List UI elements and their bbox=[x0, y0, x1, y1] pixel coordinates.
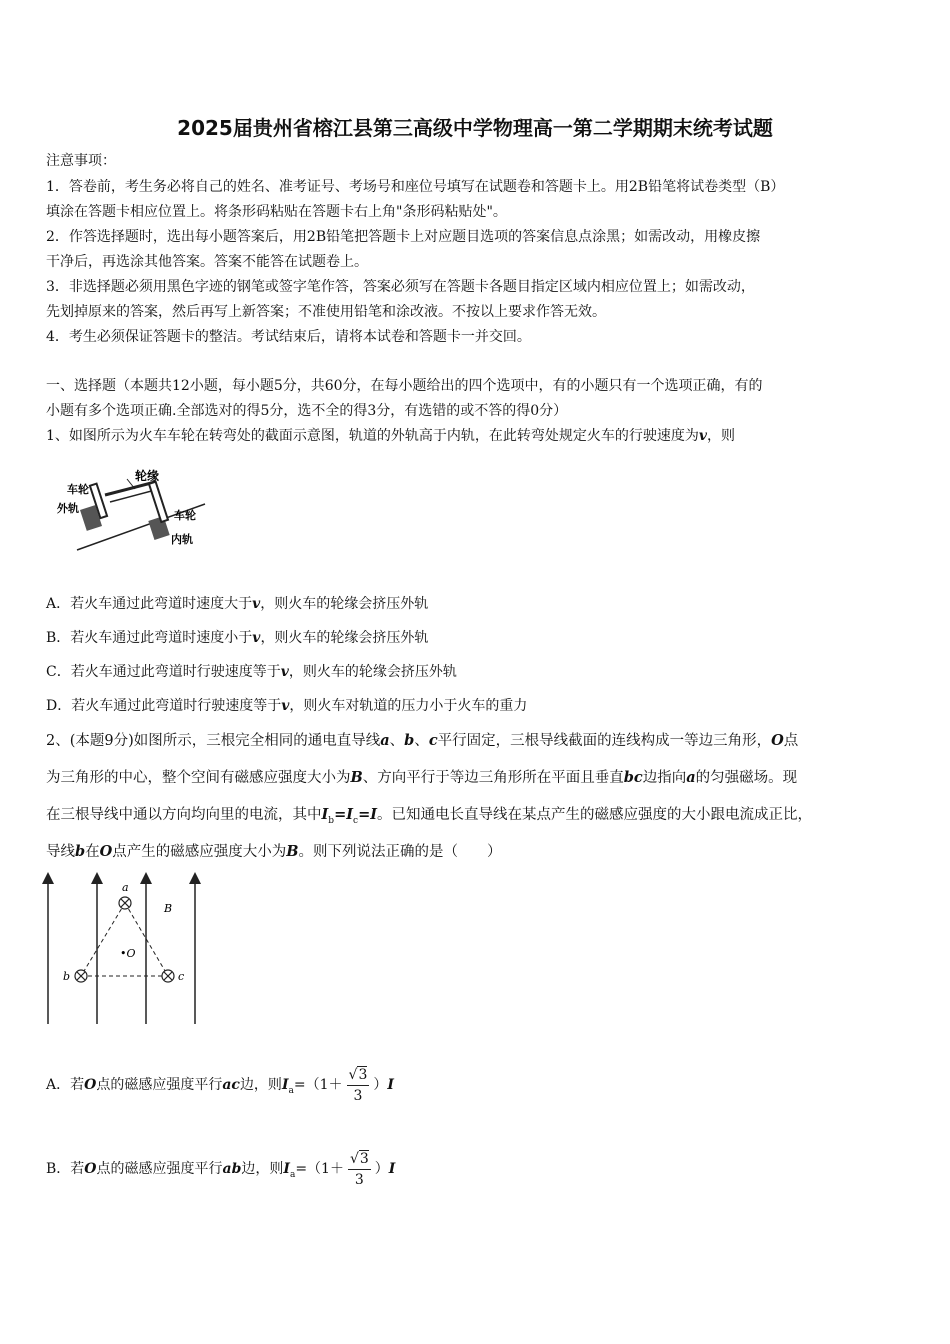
wheel-left-label: 车轮 bbox=[67, 483, 89, 496]
wheel-right-label: 车轮 bbox=[174, 509, 196, 522]
wire-b-icon bbox=[75, 970, 87, 982]
inner-rail-label: 内轨 bbox=[171, 533, 193, 546]
exam-title: 2025届贵州省榕江县第三高级中学物理高一第二学期期末统考试题 bbox=[177, 116, 773, 140]
sqrt3-over-3: $\frac{√3}{3}$ bbox=[348, 1066, 368, 1104]
q1-option-c[interactable]: C．若火车通过此弯道时行驶速度等于v，则火车的轮缘会挤压外轨 bbox=[46, 664, 457, 680]
q2-stem-line-4: 导线b在O点产生的磁感应强度大小为B。则下列说法正确的是（ ） bbox=[46, 843, 502, 860]
notice-line-4: 干净后，再选涂其他答案。答案不能答在试题卷上。 bbox=[46, 254, 368, 270]
q1-option-d[interactable]: D．若火车通过此弯道时行驶速度等于v，则火车对轨道的压力小于火车的重力 bbox=[46, 698, 528, 714]
sqrt3-over-3: $\frac{√3}{3}$ bbox=[349, 1150, 369, 1188]
label-a: a bbox=[122, 881, 129, 894]
notice-heading: 注意事项： bbox=[46, 153, 116, 169]
label-field: B bbox=[164, 902, 173, 915]
label-o: •O bbox=[120, 947, 136, 960]
notice-line-2: 填涂在答题卡相应位置上。将条形码粘贴在答题卡右上角"条形码粘贴处"。 bbox=[46, 204, 507, 220]
q2-stem-line-3: 在三根导线中通以方向均向里的电流，其中$I_b=I_c=I$。已知通电长直导线在某点产生的磁感应强度的大小跟电流成正比， bbox=[46, 806, 813, 826]
notice-line-6: 先划掉原来的答案，然后再写上新答案；不准使用铅笔和涂改液。不按以上要求作答无效。 bbox=[46, 304, 606, 320]
notice-line-7: 4．考生必须保证答题卡的整洁。考试结束后，请将本试卷和答题卡一并交回。 bbox=[46, 329, 531, 345]
outer-rail-label: 外轨 bbox=[57, 502, 79, 515]
q2-option-b[interactable]: B．若O点的磁感应强度平行ab边，则$I_a=(1+$ $\frac{√3}{3}$ ）I bbox=[46, 1150, 396, 1188]
rim-label: 轮缘 bbox=[135, 469, 160, 483]
notice-line-3: 2．作答选择题时，选出每小题答案后，用2B铅笔把答题卡上对应题目选项的答案信息点涂黑；如需改动，用橡皮擦 bbox=[46, 229, 761, 245]
wire-c-icon bbox=[162, 970, 174, 982]
q2-option-a[interactable]: A．若O点的磁感应强度平行ac边，则$I_a=(1+$ $\frac{√3}{3}$ ）I bbox=[46, 1066, 394, 1104]
section-heading-line-1: 一、选择题（本题共12小题，每小题5分，共60分，在每小题给出的四个选项中，有的小题只有一个选项正确，有的 bbox=[46, 378, 763, 394]
q1-option-b[interactable]: B．若火车通过此弯道时速度小于v，则火车的轮缘会挤压外轨 bbox=[46, 630, 429, 646]
notice-line-1: 1．答卷前，考生务必将自己的姓名、准考证号、考场号和座位号填写在试题卷和答题卡上。用2B铅笔将试卷类型（B） bbox=[46, 179, 785, 195]
q1-wheel-diagram bbox=[55, 462, 215, 556]
q1-option-a[interactable]: A．若火车通过此弯道时速度大于v，则火车的轮缘会挤压外轨 bbox=[46, 596, 429, 612]
q2-wire-diagram bbox=[40, 872, 210, 1028]
q1-stem: 1、如图所示为火车车轮在转弯处的截面示意图，轨道的外轨高于内轨，在此转弯处规定火车的行驶速度为v，则 bbox=[46, 428, 736, 444]
q2-stem-line-1: 2、(本题9分)如图所示，三根完全相同的通电直导线a、b、c平行固定，三根导线截面的连线构成一等边三角形，O点 bbox=[46, 732, 799, 749]
q2-stem-line-2: 为三角形的中心，整个空间有磁感应强度大小为B、方向平行于等边三角形所在平面且垂直bc边指向a的匀强磁场。现 bbox=[46, 769, 798, 786]
section-heading-line-2: 小题有多个选项正确.全部选对的得5分，选不全的得3分，有选错的或不答的得0分） bbox=[46, 403, 568, 419]
notice-line-5: 3．非选择题必须用黑色字迹的钢笔或签字笔作答，答案必须写在答题卡各题目指定区域内相应位置上；如需改动， bbox=[46, 279, 755, 295]
wire-a-icon bbox=[119, 897, 131, 909]
label-b: b bbox=[63, 970, 71, 983]
label-c: c bbox=[178, 970, 185, 983]
